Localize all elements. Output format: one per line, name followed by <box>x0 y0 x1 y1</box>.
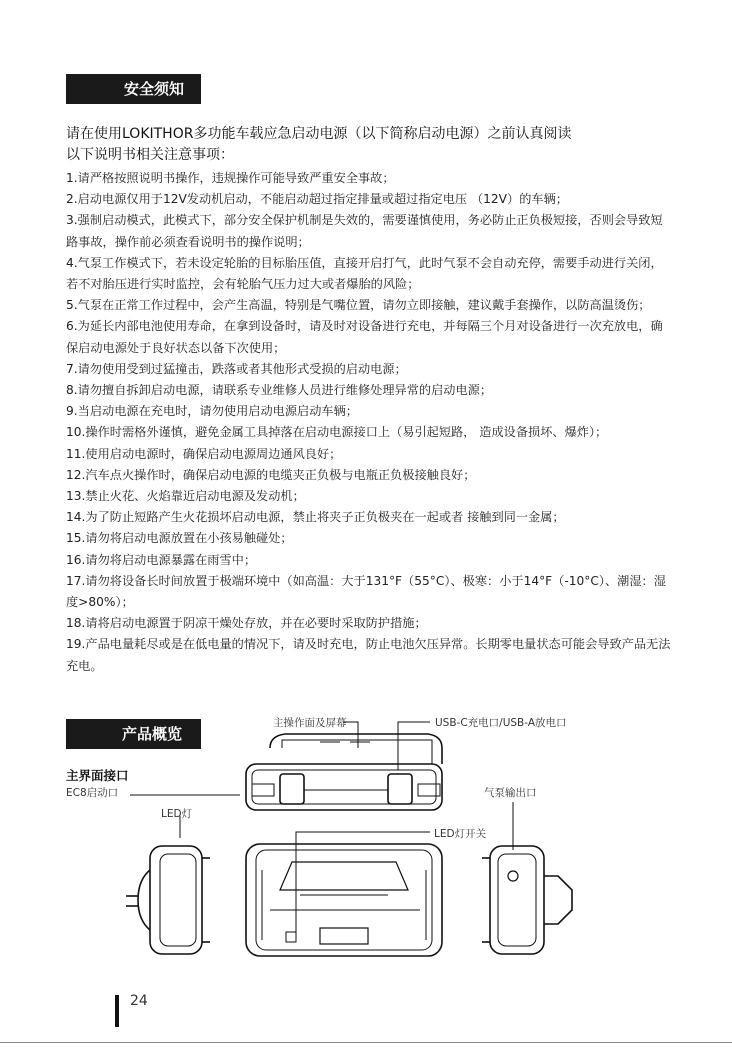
rule-item: 12.汽车点火操作时，确保启动电源的电缆夹正负极与电瓶正负极接触良好； <box>66 467 476 482</box>
rule-item: 9.当启动电源在充电时，请勿使用启动电源启动车辆； <box>66 404 358 419</box>
rule-item: 3.强制启动模式，此模式下，部分安全保护机制是失效的，需要谨慎使用，务必防止正负极短接，否则会导致短路事故，操作前必须查看说明书的操作说明； <box>66 213 663 249</box>
rule-item: 13.禁止火花、火焰靠近启动电源及发动机； <box>66 489 305 504</box>
safety-rules-list <box>66 168 672 677</box>
rule-item: 16.请勿将启动电源暴露在雨雪中； <box>66 552 257 567</box>
rule-item: 19.产品电量耗尽或是在低电量的情况下，请及时充电，防止电池欠压异常。长期零电量状态可能会导致产品无法充电。 <box>66 637 671 673</box>
page-number: 24 <box>130 993 148 1009</box>
rule-item: 15.请勿将启动电源放置在小孩易触碰处； <box>66 531 293 546</box>
rule-item: 8.请勿擅自拆卸启动电源，请联系专业维修人员进行维修处理异常的启动电源； <box>66 383 493 398</box>
rule-item: 11.使用启动电源时，确保启动电源周边通风良好； <box>66 446 342 461</box>
label-ec8-port: EC8启动口 <box>66 787 119 799</box>
rule-item: 4.气泵工作模式下，若未设定轮胎的目标胎压值，直接开启打气，此时气泵不会自动充停，需要手动进行关闭，若不对胎压进行实时监控，会有轮胎气压力过大或者爆胎的风险； <box>66 255 663 292</box>
label-led-switch: LED灯开关 <box>434 828 487 840</box>
side-view-right <box>482 846 572 954</box>
label-air-outlet: 气泵输出口 <box>484 787 537 799</box>
rule-item: 2.启动电源仅用于12V发动机启动，不能启动超过指定排量或超过指定电压 （12V）的车辆； <box>66 192 568 207</box>
rule-item: 1.请严格按照说明书操作，违规操作可能导致严重安全事故； <box>66 171 395 185</box>
product-diagram <box>0 710 732 970</box>
rule-item: 7.请勿使用受到过猛撞击，跌落或者其他形式受损的启动电源； <box>66 361 407 376</box>
label-usb-ports: USB-C充电口/USB-A放电口 <box>435 717 567 729</box>
section-header-overview: 产品概览 <box>66 719 201 749</box>
section-header-safety: 安全须知 <box>66 74 201 104</box>
rule-item: 10.操作时需格外谨慎，避免金属工具掉落在启动电源接口上（易引起短路， 造成设备损坏、爆炸）； <box>66 425 608 440</box>
label-led-light: LED灯 <box>161 808 193 820</box>
page-number-bar <box>115 995 119 1027</box>
rule-item: 6.为延长内部电池使用寿命，在拿到设备时，请及时对设备进行充电，并每隔三个月对设备进行一次充放电，确保启动电源处于良好状态以备下次使用； <box>66 319 663 355</box>
label-main-panel: 主操作面及屏幕 <box>273 717 347 729</box>
intro-line: 请在使用LOKITHOR多功能车载应急启动电源（以下简称启动电源）之前认真阅读 <box>66 126 572 142</box>
bottom-rule <box>0 1042 732 1043</box>
front-view <box>246 844 442 956</box>
rule-item: 5.气泵在正常工作过程中，会产生高温，特别是气嘴位置，请勿立即接触，建议戴手套操作，以防高温烫伤； <box>66 298 651 313</box>
rule-item: 17.请勿将设备长时间放置于极端环境中（如高温：大于131°F（55°C）、极寒：小于14°F（-10°C）、潮湿：湿度>80%）； <box>66 573 666 610</box>
intro-text <box>66 124 666 166</box>
label-main-interface: 主界面接口 <box>66 768 129 783</box>
rule-item: 18.请将启动电源置于阴凉干燥处存放，并在必要时采取防护措施； <box>66 616 427 631</box>
top-view <box>246 734 442 810</box>
intro-line: 以下说明书相关注意事项： <box>66 147 234 163</box>
side-view-left <box>126 846 210 954</box>
rule-item: 14.为了防止短路产生火花损坏启动电源，禁止将夹子正负极夹在一起或者 接触到同一金属； <box>66 510 565 525</box>
